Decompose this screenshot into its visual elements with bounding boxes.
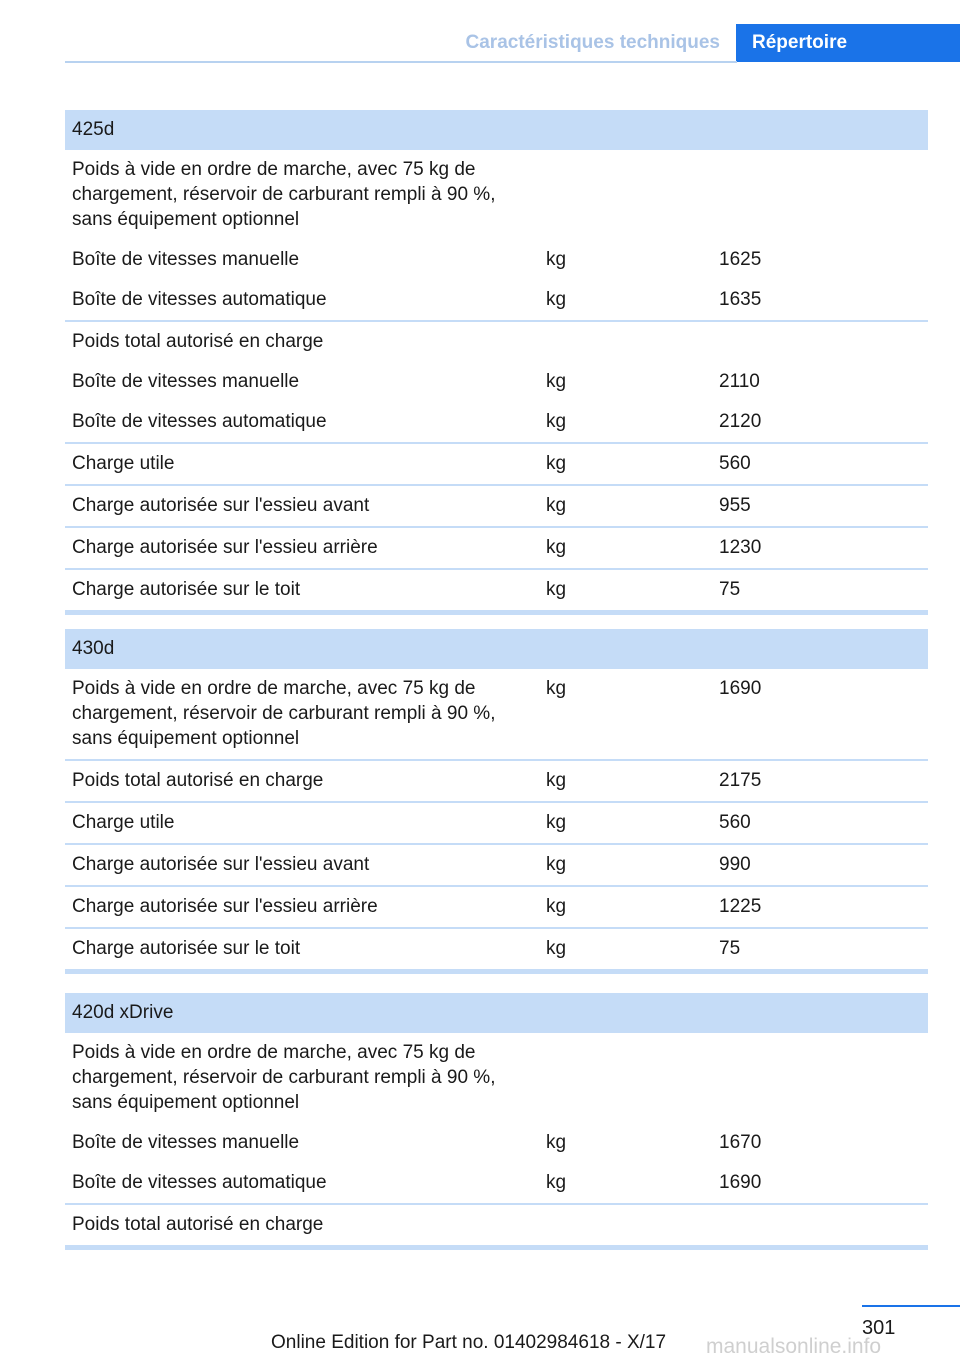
row-label: Boîte de vitesses automatique	[72, 1172, 327, 1193]
row-value: 1690	[719, 678, 762, 699]
row-label: Charge utile	[72, 453, 175, 474]
table-row	[65, 801, 928, 843]
row-value: 2120	[719, 411, 762, 432]
row-value: 75	[719, 579, 741, 600]
row-unit	[539, 1212, 712, 1237]
row-value: 75	[719, 938, 741, 959]
table-row	[65, 280, 928, 320]
row-value: 1225	[719, 896, 762, 917]
row-unit: kg	[546, 938, 567, 959]
table-row	[65, 885, 928, 927]
row-value	[712, 329, 928, 354]
row-label: Poids à vide en ordre de marche, avec 75 kg de chargement, réservoir de carburant rempli à 90 %, sans équipement optionnel	[72, 159, 496, 230]
row-label: Charge autorisée sur le toit	[72, 579, 301, 600]
row-unit: kg	[546, 495, 567, 516]
table-row	[65, 150, 928, 240]
row-label: Charge autorisée sur le toit	[72, 938, 301, 959]
table-row	[65, 669, 928, 759]
table-row	[65, 362, 928, 402]
row-label: Charge autorisée sur l'essieu arrière	[72, 537, 378, 558]
table-row	[65, 526, 928, 568]
table-row	[65, 843, 928, 885]
table-row	[65, 240, 928, 280]
header-section-label[interactable]: Caractéristiques techniques	[465, 32, 720, 53]
watermark: manualsonline.info	[706, 1335, 882, 1358]
footer-edition: Online Edition for Part no. 01402984618 - X/17	[271, 1332, 667, 1353]
row-unit: kg	[546, 289, 567, 310]
row-label: Boîte de vitesses manuelle	[72, 1132, 300, 1153]
row-value: 955	[719, 495, 751, 516]
row-unit: kg	[546, 1172, 567, 1193]
section-bottom-rule	[65, 1245, 928, 1250]
section-title: 430d	[65, 629, 928, 669]
header-tabs	[466, 24, 960, 62]
spec-table-420d-xdrive	[65, 993, 928, 1250]
row-label: Charge utile	[72, 812, 175, 833]
row-value: 1690	[719, 1172, 762, 1193]
section-title: 425d	[65, 110, 928, 150]
section-bottom-rule	[65, 969, 928, 974]
table-row	[65, 759, 928, 801]
row-label: Charge autorisée sur l'essieu avant	[72, 854, 370, 875]
row-value: 1230	[719, 537, 762, 558]
row-unit: kg	[546, 579, 567, 600]
row-label: Poids à vide en ordre de marche, avec 75 kg de chargement, réservoir de carburant rempli à 90 %, sans équipement optionnel	[72, 678, 496, 749]
table-row	[65, 568, 928, 610]
row-value	[712, 157, 928, 232]
table-row	[65, 1033, 928, 1123]
row-unit	[539, 157, 712, 232]
row-label: Boîte de vitesses manuelle	[72, 249, 300, 270]
table-row	[65, 1123, 928, 1163]
row-unit	[539, 329, 712, 354]
footer-rule	[862, 1305, 960, 1307]
row-value: 1625	[719, 249, 762, 270]
header-active-tab[interactable]: Répertoire	[736, 24, 960, 62]
page-number: 301	[862, 1317, 896, 1339]
row-label: Poids total autorisé en charge	[72, 1214, 324, 1235]
row-unit	[539, 1040, 712, 1115]
row-value	[712, 1040, 928, 1115]
row-value	[712, 1212, 928, 1237]
row-value: 560	[719, 453, 751, 474]
row-unit: kg	[546, 411, 567, 432]
row-unit: kg	[546, 896, 567, 917]
row-unit: kg	[546, 537, 567, 558]
row-unit: kg	[546, 812, 567, 833]
table-row	[65, 320, 928, 362]
row-label: Boîte de vitesses manuelle	[72, 371, 300, 392]
row-unit: kg	[546, 453, 567, 474]
row-value: 1670	[719, 1132, 762, 1153]
row-value: 560	[719, 812, 751, 833]
table-row	[65, 484, 928, 526]
row-unit: kg	[546, 1132, 567, 1153]
table-row	[65, 1203, 928, 1245]
row-label: Charge autorisée sur l'essieu arrière	[72, 896, 378, 917]
table-row	[65, 442, 928, 484]
row-value: 990	[719, 854, 751, 875]
section-bottom-rule	[65, 610, 928, 615]
table-row	[65, 1163, 928, 1203]
row-label: Charge autorisée sur l'essieu avant	[72, 495, 370, 516]
row-unit: kg	[546, 371, 567, 392]
row-label: Boîte de vitesses automatique	[72, 289, 327, 310]
row-unit: kg	[546, 678, 567, 699]
spec-table-430d	[65, 629, 928, 974]
table-row	[65, 402, 928, 442]
table-row	[65, 927, 928, 969]
spec-table-425d	[65, 110, 928, 615]
header-rule	[65, 61, 737, 63]
row-unit: kg	[546, 249, 567, 270]
section-title: 420d xDrive	[65, 993, 928, 1033]
row-value: 1635	[719, 289, 762, 310]
row-value: 2110	[719, 371, 760, 392]
row-label: Boîte de vitesses automatique	[72, 411, 327, 432]
row-label: Poids à vide en ordre de marche, avec 75 kg de chargement, réservoir de carburant rempli à 90 %, sans équipement optionnel	[72, 1042, 496, 1113]
row-label: Poids total autorisé en charge	[72, 770, 324, 791]
row-unit: kg	[546, 770, 567, 791]
row-unit: kg	[546, 854, 567, 875]
row-value: 2175	[719, 770, 762, 791]
row-label: Poids total autorisé en charge	[72, 331, 324, 352]
